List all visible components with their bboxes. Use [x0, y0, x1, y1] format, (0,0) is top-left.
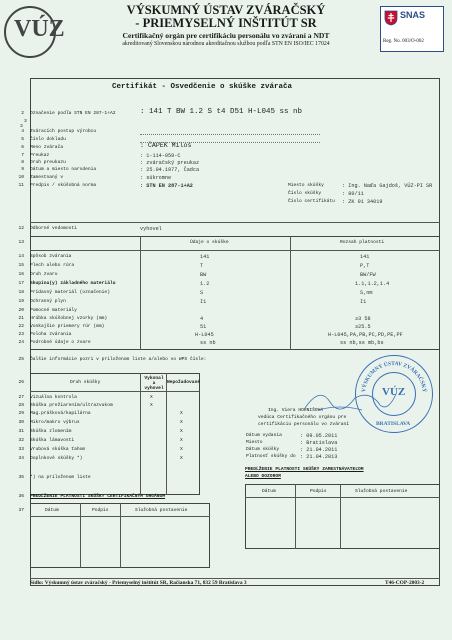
- col-divider: [340, 484, 341, 549]
- body-extension-title: PREDĹŽENIE PLATNOSTI SKÚŠKY CERTIFIKAČNÝM ORGÁNOM: [30, 494, 166, 499]
- vuz-logo-text: VÚZ: [14, 16, 65, 42]
- slovak-shield-icon: [384, 10, 398, 26]
- card-number: : 1-114-059-C: [140, 153, 181, 159]
- further-info-label: Ďalšie informácie pozri v priloženom liste a/alebo vo WPS čísle:: [30, 357, 207, 362]
- field-label: Číslo dokladu: [30, 137, 66, 142]
- standard: : STN EN 287-1+A2: [140, 183, 193, 189]
- field-label: Preukaz: [30, 153, 50, 158]
- birth-info: : 25.04.1977, Čadca: [140, 167, 200, 173]
- row-number: 7: [21, 153, 24, 158]
- designation-label: Označenie podľa STN EN 287-1+A2: [30, 111, 116, 116]
- certificate-number-value: : ZK 01 34019: [342, 199, 383, 205]
- exam-number-label: Číslo skúšky: [288, 191, 322, 196]
- footer-divider: [30, 578, 440, 579]
- employer-extension-subtitle: ALEBO DOZOROM: [245, 474, 281, 479]
- not-required-header: Nepožadované: [167, 380, 201, 385]
- test-date-label: Dátum skúšky: [246, 447, 280, 452]
- employer: : súkromne: [140, 175, 172, 181]
- test-data-header: Údaje o skúške: [190, 240, 229, 245]
- row-number: 10: [18, 175, 24, 180]
- row-number: 25: [18, 357, 24, 362]
- designation-value: : 141 T BW 1.2 S t4 D51 H-L045 ss nb: [140, 108, 303, 116]
- row-number: 4: [21, 129, 24, 134]
- validity-value: : 21.04.2013: [300, 454, 338, 460]
- exam-place-label: Miesto skúšky: [288, 183, 324, 188]
- col-divider: [290, 236, 291, 350]
- row-number: 2: [21, 111, 24, 116]
- row-number: 35: [18, 475, 24, 480]
- done-header: Vykonal a vyhovel: [144, 376, 164, 391]
- knowledge-value: vyhovel: [140, 226, 162, 232]
- header-line2: - PRIEMYSELNÝ INŠTITÚT SR: [135, 16, 317, 30]
- field-label: Dátum a miesto narodenia: [30, 167, 97, 172]
- field-label: Predpis / skúšobná norma: [30, 183, 97, 188]
- col-divider: [295, 484, 296, 549]
- signatory-name: Ing. Viera HORNIŠOVÁ: [268, 408, 324, 413]
- col-divider: [80, 503, 81, 568]
- row-number: 11: [18, 183, 24, 188]
- field-label: Druh preukazu: [30, 160, 66, 165]
- mark-a: 3: [24, 119, 27, 124]
- attachment-note: *) na priloženom liste: [30, 475, 91, 480]
- header-divider: [245, 497, 440, 498]
- row-number: 26: [18, 380, 24, 385]
- validity-range-header: Rozsah platnosti: [340, 240, 385, 245]
- issue-place-value: : Bratislava: [300, 440, 338, 446]
- issue-date-value: : 09.05.2011: [300, 433, 338, 439]
- divider: [30, 222, 440, 223]
- svg-text:VÝSKUMNÝ ÚSTAV ZVÁRAČSKÝ: VÝSKUMNÝ ÚSTAV ZVÁRAČSKÝ: [361, 360, 427, 393]
- exam-place-value: : Ing. Naďa Gajdoš, VÚZ-PI SR: [342, 183, 433, 189]
- header-line4: akreditovaný Slovenskou národnou akreditačnou službou podľa STN EN ISO/IEC 17024: [122, 41, 330, 47]
- signatory-role: vedúca Certifikačného orgánu pre: [258, 415, 347, 420]
- row-number: 37: [18, 508, 24, 513]
- header-divider: [30, 391, 200, 392]
- header-divider: [30, 250, 440, 251]
- snas-badge: [380, 6, 444, 52]
- snas-label: SNAS: [400, 10, 426, 20]
- issue-date-label: Dátum vydania: [246, 433, 282, 438]
- header-line1: VÝSKUMNÝ ÚSTAV ZVÁRAČSKÝ: [126, 3, 326, 17]
- col-signature: Podpis: [310, 489, 327, 494]
- employer-extension-title: PREDĹŽENIE PLATNOSTI SKÚŠKY ZAMESTNÁVATEĽOM: [245, 467, 364, 472]
- exam-number-value: : 80/11: [342, 191, 364, 197]
- col-signature: Podpis: [92, 508, 109, 513]
- validity-label: Platnosť skúšky do: [246, 454, 296, 459]
- certificate-number-label: Číslo certifikátu: [288, 199, 335, 204]
- mark-b: 3: [20, 124, 23, 129]
- issue-place-label: Miesto: [246, 440, 263, 445]
- header-line3: Certifikačný orgán pre certifikáciu personálu vo zváraní a NDT: [122, 31, 330, 40]
- field-label: Meno zvárača: [30, 145, 64, 150]
- reg-number: Reg. No. 003/O-002: [383, 39, 424, 44]
- signatory-role: certifikáciu personálu vo zváraní: [258, 422, 349, 427]
- row-number: 8: [21, 160, 24, 165]
- stamp-logo: VÚZ: [382, 386, 406, 398]
- footer-address: Sídlo: Výskumný ústav zváračský - Priemyselný inštitút SR, Račianska 71, 832 59 Bratislava 3: [30, 580, 247, 586]
- test-type-header: Druh skúšky: [70, 380, 101, 385]
- row-number: 5: [21, 137, 24, 142]
- dotted-line: [140, 134, 320, 135]
- col-divider: [120, 503, 121, 568]
- col-position: Služobná postavenie: [135, 508, 188, 513]
- col-divider: [140, 236, 141, 350]
- certificate-title: Certifikát - Osvedčenie o skúške zvárača: [112, 83, 293, 91]
- col-date: Dátum: [45, 508, 59, 513]
- col-date: Dátum: [262, 489, 276, 494]
- field-label: Zváracích postup výrobcu: [30, 129, 97, 134]
- row-number: 6: [21, 145, 24, 150]
- welder-name: : ČAPEK Miloš: [140, 142, 192, 149]
- col-position: Služobná postavenie: [355, 489, 408, 494]
- dotted-line: [140, 142, 320, 143]
- card-type: : zváračský preukaz: [140, 160, 200, 166]
- knowledge-label: Odborné vedomosti: [30, 226, 77, 231]
- field-label: Zamestnaný v: [30, 175, 64, 180]
- row-number: 12: [18, 226, 24, 231]
- test-date-value: : 21.04.2011: [300, 447, 338, 453]
- row-number: 36: [18, 494, 24, 499]
- footer-code: T46-COP-2003-2: [385, 580, 425, 586]
- row-number: 9: [21, 167, 24, 172]
- signature: [300, 380, 400, 420]
- stamp-city: BRATISLAVA: [376, 421, 411, 427]
- header-divider: [30, 516, 210, 517]
